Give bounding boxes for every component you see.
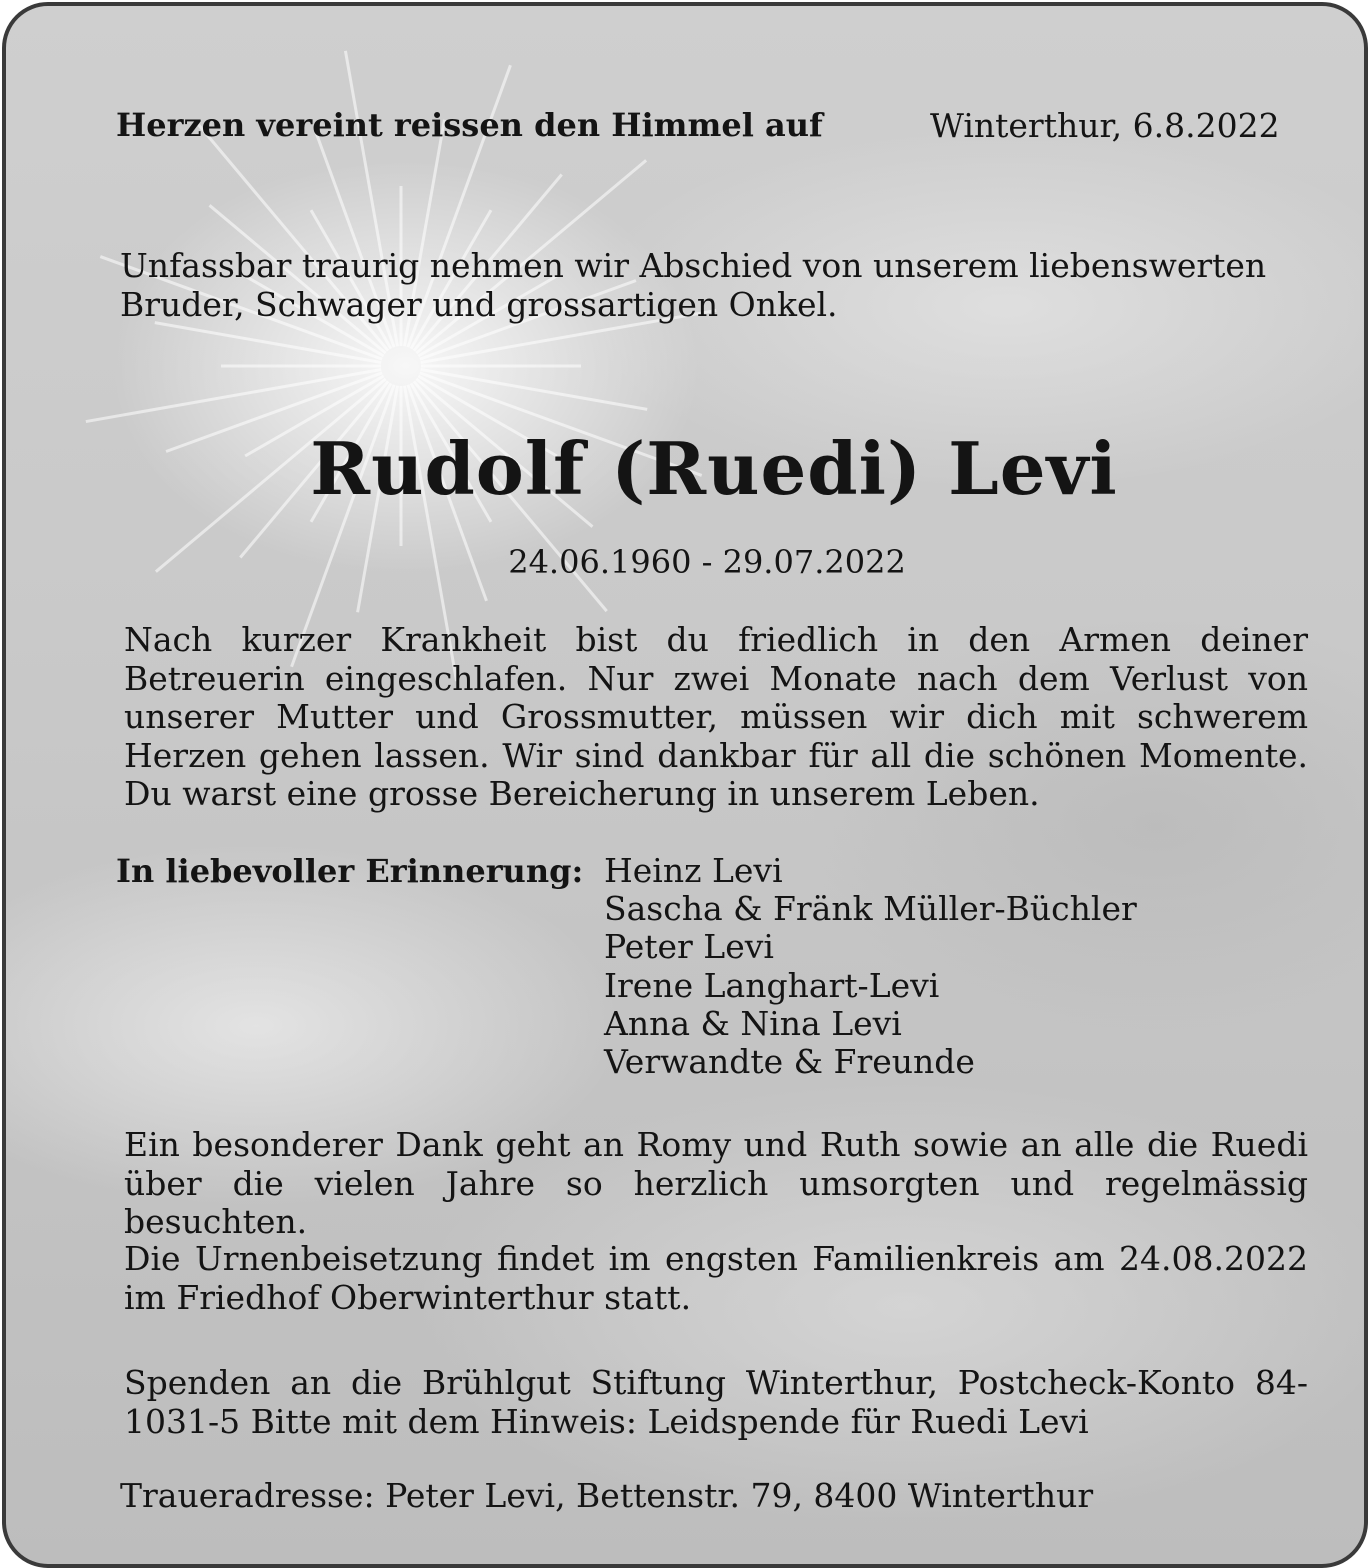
motto-heading: Herzen vereint reissen den Himmel auf <box>116 106 823 144</box>
mourners-list <box>604 852 1137 1081</box>
mourner-item: Sascha & Fränk Müller-Büchler <box>604 889 1137 929</box>
obituary-card <box>2 2 1368 1568</box>
burial-paragraph: Die Urnenbeisetzung findet im engsten Familienkreis am 24.08.2022 im Friedhof Oberwinterthur statt. <box>124 1239 1308 1317</box>
memory-label: In liebevoller Erinnerung: <box>116 852 584 890</box>
deceased-name: Rudolf (Ruedi) Levi <box>310 426 1118 511</box>
mourner-item: Heinz Levi <box>604 851 783 890</box>
life-dates: 24.06.1960 - 29.07.2022 <box>508 543 906 581</box>
mourner-item: Irene Langhart-Levi <box>604 965 940 1005</box>
farewell-paragraph: Nach kurzer Krankheit bist du friedlich in den Armen deiner Betreuerin eingeschlafen. Nur zwei Monate nach dem Verlust von unserer Mutter und Grossmutter, müssen wir dich mit schwerem Herzen gehen lassen. Wir sind dankbar für all die schönen Momente. Du warst eine grosse Bereicherung in unserem Leben. <box>124 620 1308 813</box>
thanks-paragraph: Ein besonderer Dank geht an Romy und Ruth sowie an alle die Ruedi über die vielen Jahre so herzlich umsorgten und regelmässig besuchten. <box>124 1125 1308 1241</box>
mourner-item: Verwandte & Freunde <box>604 1042 975 1082</box>
intro-text: Unfassbar traurig nehmen wir Abschied von unserem liebenswerten Bruder, Schwager und grossartigen Onkel. <box>120 246 1267 324</box>
donations-paragraph: Spenden an die Brühlgut Stiftung Winterthur, Postcheck-Konto 84-1031-5 Bitte mit dem Hinweis: Leidspende für Ruedi Levi <box>124 1363 1308 1441</box>
mourner-item: Peter Levi <box>604 927 774 967</box>
place-date: Winterthur, 6.8.2022 <box>930 106 1280 145</box>
mourning-address: Traueradresse: Peter Levi, Bettenstr. 79, 8400 Winterthur <box>120 1476 1094 1515</box>
mourner-item: Anna & Nina Levi <box>604 1003 902 1043</box>
